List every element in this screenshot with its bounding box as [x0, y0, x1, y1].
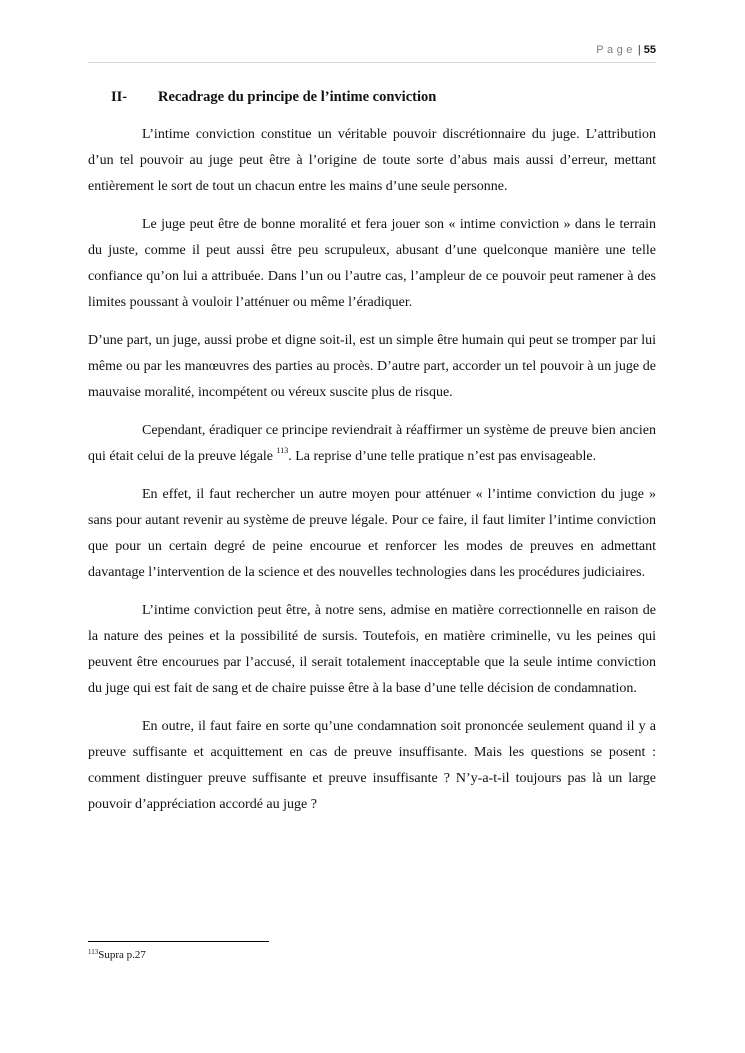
document-body: [88, 122, 656, 818]
footnote-number: 113: [88, 948, 99, 956]
footnote-text: Supra p.27: [98, 949, 146, 961]
footnote: [88, 949, 146, 961]
paragraph-2: Le juge peut être de bonne moralité et fera jouer son « intime conviction » dans le terrain du juste, comme il peut aussi être peu scrupuleux, abusant d’une quelconque manière une telle confiance qu’on lui a attribuée. Dans l’un ou l’autre cas, l’ampleur de ce pouvoir peut ramener à des limites poussant à vouloir l’atténuer ou même l’éradiquer.: [88, 217, 656, 310]
footnote-reference[interactable]: 113: [276, 446, 289, 455]
section-heading: [111, 89, 436, 106]
paragraph-5: En effet, il faut rechercher un autre moyen pour atténuer « l’intime conviction du juge » sans pour autant revenir au système de preuve légale. Pour ce faire, il faut limiter l’intime conviction que pour un certain degré de peine encourue et renforcer les modes de preuves en admettant davantage l’intervention de la science et des nouvelles technologies dans les procédures judiciaires.: [88, 487, 656, 580]
page-label: Page: [596, 44, 636, 56]
paragraph-1: L’intime conviction constitue un véritable pouvoir discrétionnaire du juge. L’attribution d’un tel pouvoir au juge peut être à l’origine de toute sorte d’abus mais aussi d’erreur, mettant entièrement le sort de tout un chacun entre les mains d’une seule personne.: [88, 127, 656, 194]
section-number: II-: [111, 89, 128, 105]
paragraph-6: L’intime conviction peut être, à notre sens, admise en matière correctionnelle en raison de la nature des peines et la possibilité de sursis. Toutefois, en matière criminelle, vu les peines qui peuvent être encourues par l’accusé, il serait totalement inacceptable que la seule intime conviction du juge qui est fait de sang et de chaire puisse être à la base d’une telle décision de condamnation.: [88, 603, 656, 696]
section-title: Recadrage du principe de l’intime conviction: [158, 89, 437, 105]
paragraph-4-text: Cependant, éradiquer ce principe reviendrait à réaffirmer un système de preuve bien ancien qui était celui de la preuve légale: [88, 423, 656, 464]
paragraph-4: [88, 418, 656, 470]
page-number: 55: [643, 44, 656, 56]
page-separator: |: [637, 44, 641, 56]
footnote-divider: [88, 941, 269, 942]
paragraph-3: D’une part, un juge, aussi probe et digne soit-il, est un simple être humain qui peut se tromper par lui même ou par les manœuvres des parties au procès. D’autre part, accorder un tel pouvoir à un juge de mauvaise moralité, incompétent ou véreux suscite plus de risque.: [88, 333, 656, 400]
paragraph-4-text-end: . La reprise d’une telle pratique n’est pas envisageable.: [288, 449, 597, 464]
paragraph-7: En outre, il faut faire en sorte qu’une condamnation soit prononcée seulement quand il y a preuve suffisante et acquittement en cas de preuve insuffisante. Mais les questions se posent : comment distinguer preuve suffisante et preuve insuffisante ? N’y-a-t-il toujours pas là un large pouvoir d’appréciation accordé au juge ?: [88, 719, 656, 812]
page-header: [88, 44, 656, 63]
